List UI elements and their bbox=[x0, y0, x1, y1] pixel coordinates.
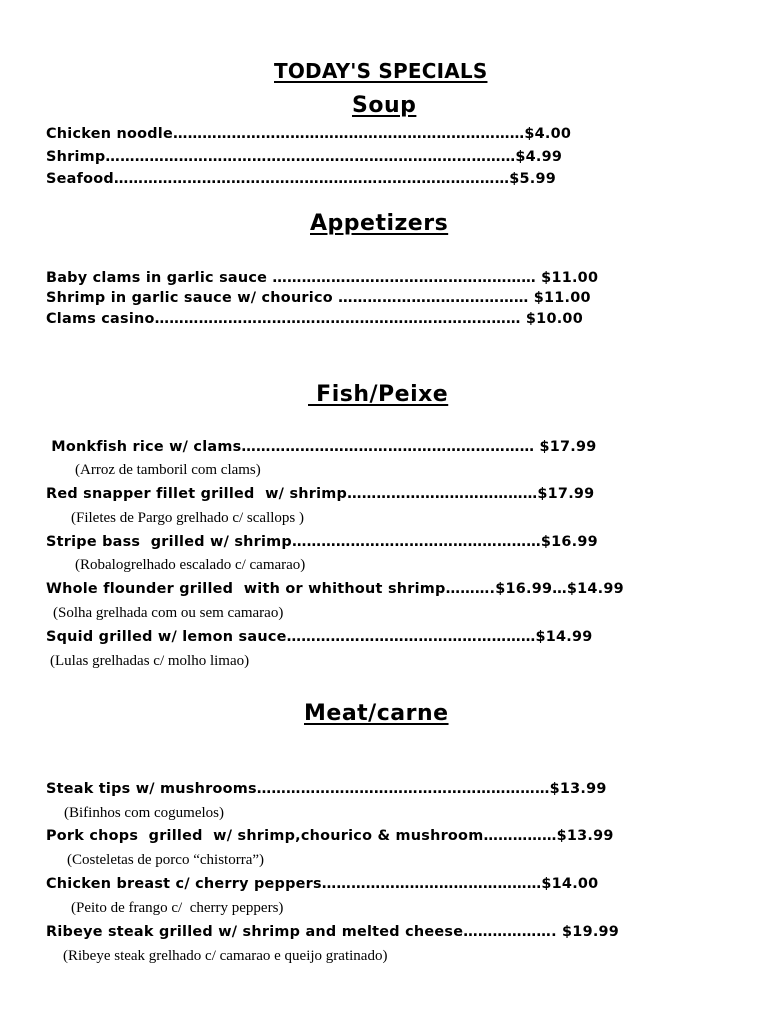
item-translation: (Costeletas de porco “chistorra”) bbox=[67, 852, 264, 868]
menu-item: Ribeye steak grilled w/ shrimp and melted cheese………………. $19.99 bbox=[46, 924, 620, 940]
menu-item: Whole flounder grilled with or whithout shrimp……….$16.99…$14.99 bbox=[46, 581, 624, 597]
appetizers-heading: Appetizers bbox=[310, 211, 449, 236]
menu-item: Steak tips w/ mushrooms……………………………………………………$13.99 bbox=[46, 781, 607, 797]
item-translation: (Filetes de Pargo grelhado c/ scallops ) bbox=[71, 510, 304, 526]
item-translation: (Robalogrelhado escalado c/ camarao) bbox=[75, 557, 306, 573]
menu-item: Pork chops grilled w/ shrimp,chourico & mushroom……………$13.99 bbox=[46, 828, 614, 844]
soup-heading: Soup bbox=[352, 93, 417, 118]
item-translation: (Lulas grelhadas c/ molho limao) bbox=[50, 653, 250, 669]
menu-item: Red snapper fillet grilled w/ shrimp…………………………………$17.99 bbox=[46, 486, 595, 502]
menu-item: Clams casino………………………………………………………………… $10.00 bbox=[46, 311, 583, 327]
menu-item: Stripe bass grilled w/ shrimp……………………………………………$16.99 bbox=[46, 534, 598, 550]
menu-item: Shrimp…………………………………………………………………………$4.99 bbox=[46, 149, 563, 165]
menu-item: Baby clams in garlic sauce ……………………………………………… $11.00 bbox=[46, 270, 599, 286]
menu-item: Monkfish rice w/ clams…………………………………………………… $17.99 bbox=[46, 439, 597, 455]
item-translation: (Peito de frango c/ cherry peppers) bbox=[71, 900, 284, 916]
menu-item: Squid grilled w/ lemon sauce……………………………………………$14.99 bbox=[46, 629, 593, 645]
menu-item: Seafood………………………………………………………………………$5.99 bbox=[46, 171, 556, 187]
menu-item: Chicken breast c/ cherry peppers………………………………………$14.00 bbox=[46, 876, 599, 892]
meat-heading: Meat/carne bbox=[304, 701, 449, 726]
fish-heading: Fish/Peixe bbox=[308, 382, 449, 407]
item-translation: (Bifinhos com cogumelos) bbox=[64, 805, 224, 821]
item-translation: (Arroz de tamboril com clams) bbox=[75, 462, 261, 478]
page-title: TODAY'S SPECIALS bbox=[274, 59, 488, 83]
item-translation: (Solha grelhada com ou sem camarao) bbox=[53, 605, 284, 621]
menu-item: Shrimp in garlic sauce w/ chourico ………………………………… $11.00 bbox=[46, 290, 591, 306]
menu-item: Chicken noodle………………………………………………………………$4.00 bbox=[46, 126, 572, 142]
item-translation: (Ribeye steak grelhado c/ camarao e queijo gratinado) bbox=[63, 948, 388, 964]
